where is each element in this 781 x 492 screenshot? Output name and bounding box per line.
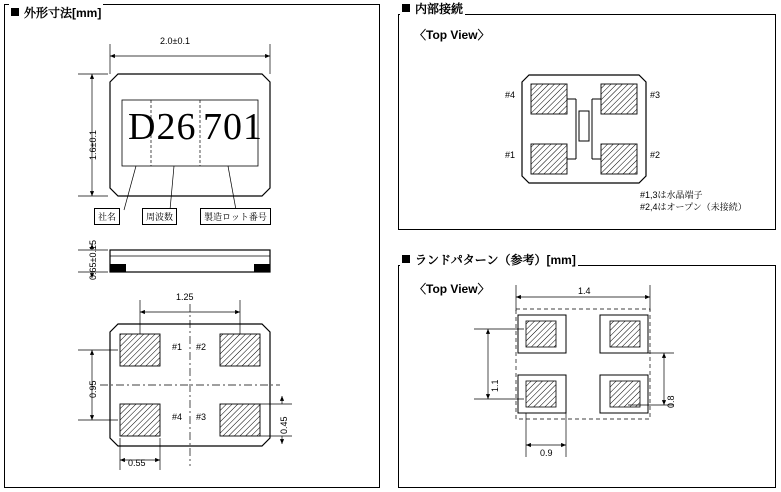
land-dim-bottom-label: 0.9 (540, 448, 553, 458)
internal-connection-drawing (398, 14, 776, 230)
internal-note-2: #2,4はオープン（未接続） (640, 202, 747, 212)
internal-pad-label-3: #3 (650, 90, 661, 100)
internal-pad-label-4: #4 (505, 90, 516, 100)
internal-pad-label-1: #1 (505, 150, 516, 160)
pad-label-1: #1 (172, 342, 183, 352)
square-bullet-icon-3 (402, 255, 410, 263)
internal-pad-label-2: #2 (650, 150, 661, 160)
marking-text-part2: 701 (203, 106, 263, 148)
land-dim-left-label: 1.1 (490, 379, 500, 392)
internal-top-view-label: 〈Top View〉 (414, 28, 490, 42)
bottom-dim-045-label: 0.45 (279, 416, 289, 434)
callout-frequency: 周波数 (142, 208, 177, 225)
marking-text-part1: D26 (128, 106, 197, 148)
panel-land-title: ランドパターン（参考）[mm] (415, 253, 576, 267)
callout-lot-number: 製造ロット番号 (200, 208, 271, 225)
internal-note-1: #1,3は水晶端子 (640, 190, 703, 200)
bottom-dim-095-label: 0.95 (88, 380, 98, 398)
land-pattern-drawing (398, 265, 776, 488)
callout-company: 社名 (94, 208, 120, 225)
pad-label-2: #2 (196, 342, 207, 352)
pad-label-4: #4 (172, 412, 183, 422)
bottom-dim-055-label: 0.55 (128, 458, 146, 468)
land-dim-top-label: 1.4 (578, 286, 591, 296)
dim-thickness-label: 0.65±0.15 (88, 240, 98, 280)
pad-label-3: #3 (196, 412, 207, 422)
outline-drawing (4, 4, 380, 488)
dim-top-label: 2.0±0.1 (160, 36, 190, 46)
square-bullet-icon-2 (402, 4, 410, 12)
bottom-dim-125-label: 1.25 (176, 292, 194, 302)
dim-left-label: 1.6±0.1 (88, 130, 98, 160)
panel-outline-title: 外形寸法[mm] (24, 6, 102, 20)
panel-internal-title: 内部接続 (415, 2, 464, 16)
land-dim-right-label: 0.8 (666, 395, 676, 408)
land-top-view-label: 〈Top View〉 (414, 282, 490, 296)
